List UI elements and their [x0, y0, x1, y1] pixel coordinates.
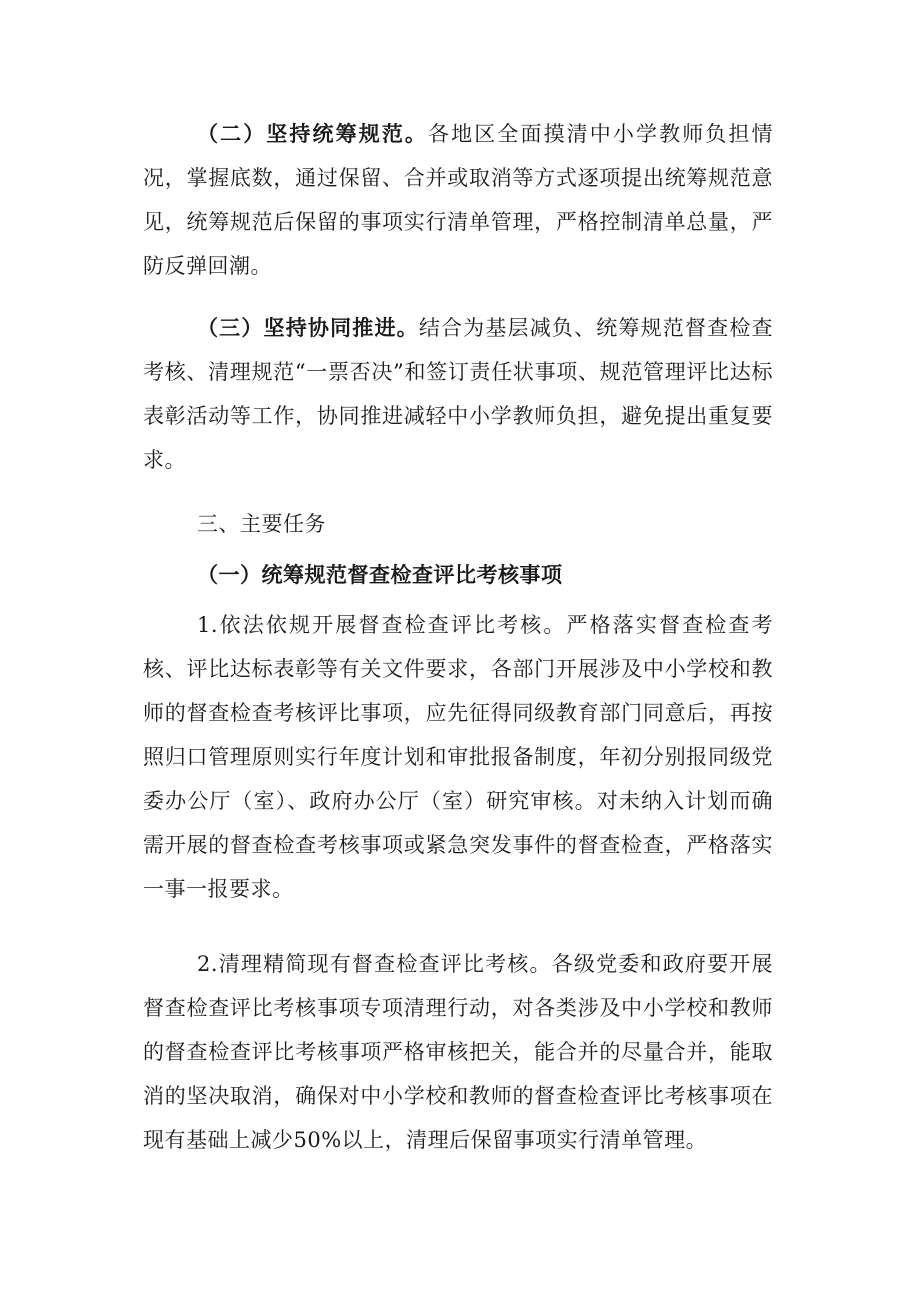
- paragraph-task-2: 2.清理精简现有督查检查评比考核。各级党委和政府要开展督查检查评比考核事项专项清理行动，对各类涉及中小学校和教师的督查检查评比考核事项严格审核把关，能合并的尽量合并，能取消的坚决取消，确保对中小学校和教师的督查检查评比考核事项在现有基础上减少50%以上，清理后保留事项实行清单管理。: [143, 952, 773, 1152]
- paragraph-coordinated-advancement: [143, 306, 773, 482]
- paragraph-task-1: 1.依法依规开展督查检查评比考核。严格落实督查检查考核、评比达标表彰等有关文件要求，各部门开展涉及中小学校和教师的督查检查考核评比事项，应先征得同级教育部门同意后，再按照归口管理原则实行年度计划和审批报备制度，年初分别报同级党委办公厅（室）、政府办公厅（室）研究审核。对未纳入计划而确需开展的督查检查考核事项或紧急突发事件的督查检查，严格落实一事一报要求。: [143, 613, 773, 901]
- paragraph-coordinated-standards: [143, 112, 773, 288]
- paragraph-lead: （三）坚持协同推进。: [197, 315, 419, 340]
- paragraph-body: 结合为基层减负、统筹规范督查检查考核、清理规范“一票否决”和签订责任状事项、规范管理评比达标表彰活动等工作，协同推进减轻中小学教师负担，避免提出重复要求。: [143, 316, 774, 472]
- sub-heading: （一）统筹规范督查检查评比考核事项: [197, 562, 563, 587]
- paragraph-lead: （二）坚持统筹规范。: [197, 121, 429, 146]
- paragraph-body: 各地区全面摸清中小学教师负担情况，掌握底数，通过保留、合并或取消等方式逐项提出统筹规范意见，统筹规范后保留的事项实行清单管理，严格控制清单总量，严防反弹回潮。: [143, 122, 774, 278]
- section-heading: 三、主要任务: [197, 512, 326, 536]
